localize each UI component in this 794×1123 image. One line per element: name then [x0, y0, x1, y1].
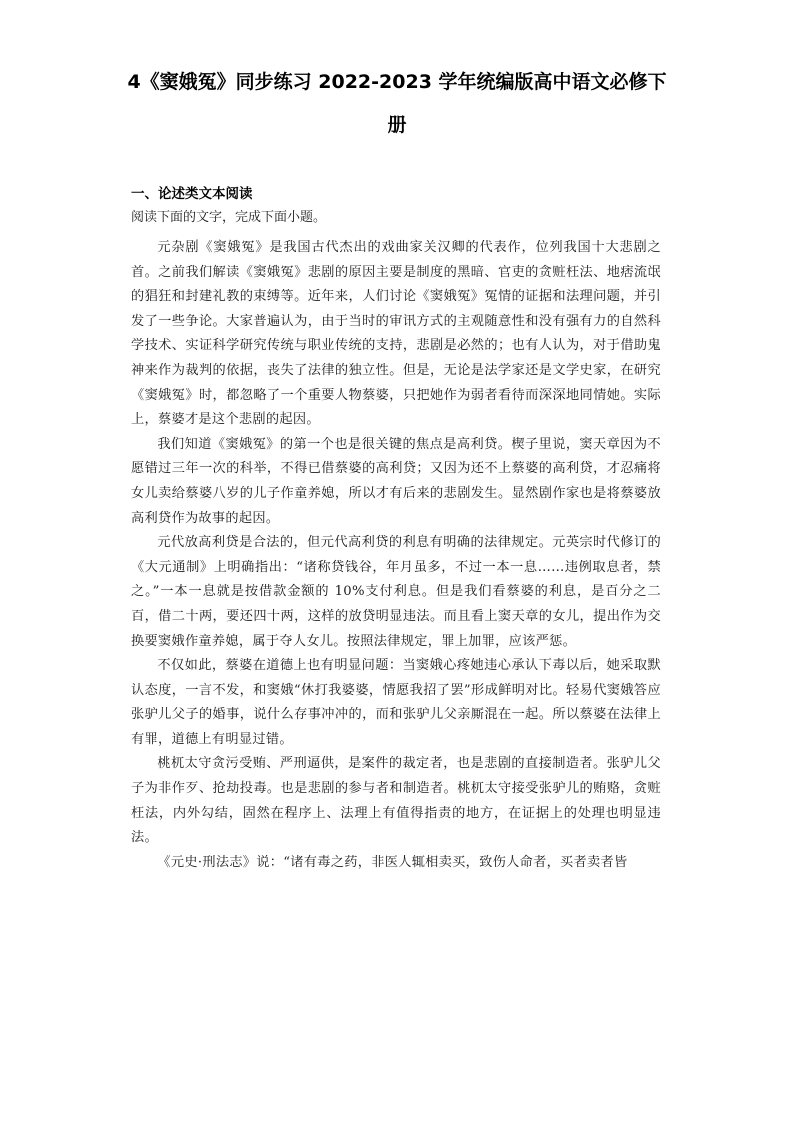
passage-body	[131, 236, 661, 875]
document-title: 4《窦娥冤》同步练习 2022-2023 学年统编版高中语文必修下	[127, 71, 667, 93]
document-title-continued: 册	[387, 114, 407, 136]
reading-instruction: 阅读下面的文字，完成下面小题。	[131, 210, 327, 225]
paragraph-5: 桃杌太守贪污受贿、严刑逼供，是案件的裁定者，也是悲剧的直接制造者。张驴儿父子为非作歹、抢劫投毒。也是悲剧的参与者和制造者。桃杌太守接受张驴儿的贿赂，贪赃枉法，内外勾结，固然在程序上、法理上有值得指责的地方，在证据上的处理也明显违法。	[131, 756, 661, 846]
paragraph-2: 我们知道《窦娥冤》的第一个也是很关键的焦点是高利贷。楔子里说，窦天章因为不愿错过三年一次的科举，不得已借蔡婆的高利贷；又因为还不上蔡婆的高利贷，才忍痛将女儿卖给蔡婆八岁的儿子作童养媳，所以才有后来的悲剧发生。显然剧作家也是将蔡婆放高利贷作为故事的起因。	[131, 436, 661, 526]
section-heading: 一、论述类文本阅读	[131, 186, 253, 202]
paragraph-4: 不仅如此，蔡婆在道德上也有明显问题：当窦娥心疼她违心承认下毒以后，她采取默认态度，一言不发，和窦娥“休打我婆婆，情愿我招了罢”形成鲜明对比。轻易代窦娥答应张驴儿父子的婚事，说什么存事冲冲的，而和张驴儿父亲厮混在一起。所以蔡婆在法律上有罪，道德上有明显过错。	[131, 658, 661, 747]
paragraph-3: 元代放高利贷是合法的，但元代高利贷的利息有明确的法律规定。元英宗时代修订的《大元通制》上明确指出：“诸称贷钱谷，年月虽多，不过一本一息……违例取息者，禁之。”一本一息就是按借款金额的 10%支付利息。但是我们看蔡婆的利息，是百分之二百，借二十两，要还四十两，这样的放贷明显违法。而且看上窦天章的女儿，提出作为交换要窦娥作童养媳，属于夺人女儿。按照法律规定，罪上加罪，应该严惩。	[131, 535, 661, 649]
paragraph-1: 元杂剧《窦娥冤》是我国古代杰出的戏曲家关汉卿的代表作，位列我国十大悲剧之首。之前我们解读《窦娥冤》悲剧的原因主要是制度的黑暗、官吏的贪赃枉法、地痞流氓的猖狂和封建礼教的束缚等。近年来，人们讨论《窦娥冤》冤情的证据和法理问题，并引发了一些争论。大家普遍认为，由于当时的审讯方式的主观随意性和没有强有力的自然科学技术、实证科学研究传统与职业传统的支持，悲剧是必然的；也有人认为，对于借助鬼神来作为裁判的依据，丧失了法律的独立性。但是，无论是法学家还是文学史家，在研究《窦娥冤》时，都忽略了一个重要人物蔡婆，只把她作为弱者看待而深深地同情她。实际上，蔡婆才是这个悲剧的起因。	[131, 240, 661, 428]
paragraph-6: 《元史·刑法志》说：“诸有毒之药，非医人辄相卖买，致伤人命者，买者卖者皆	[157, 854, 628, 870]
